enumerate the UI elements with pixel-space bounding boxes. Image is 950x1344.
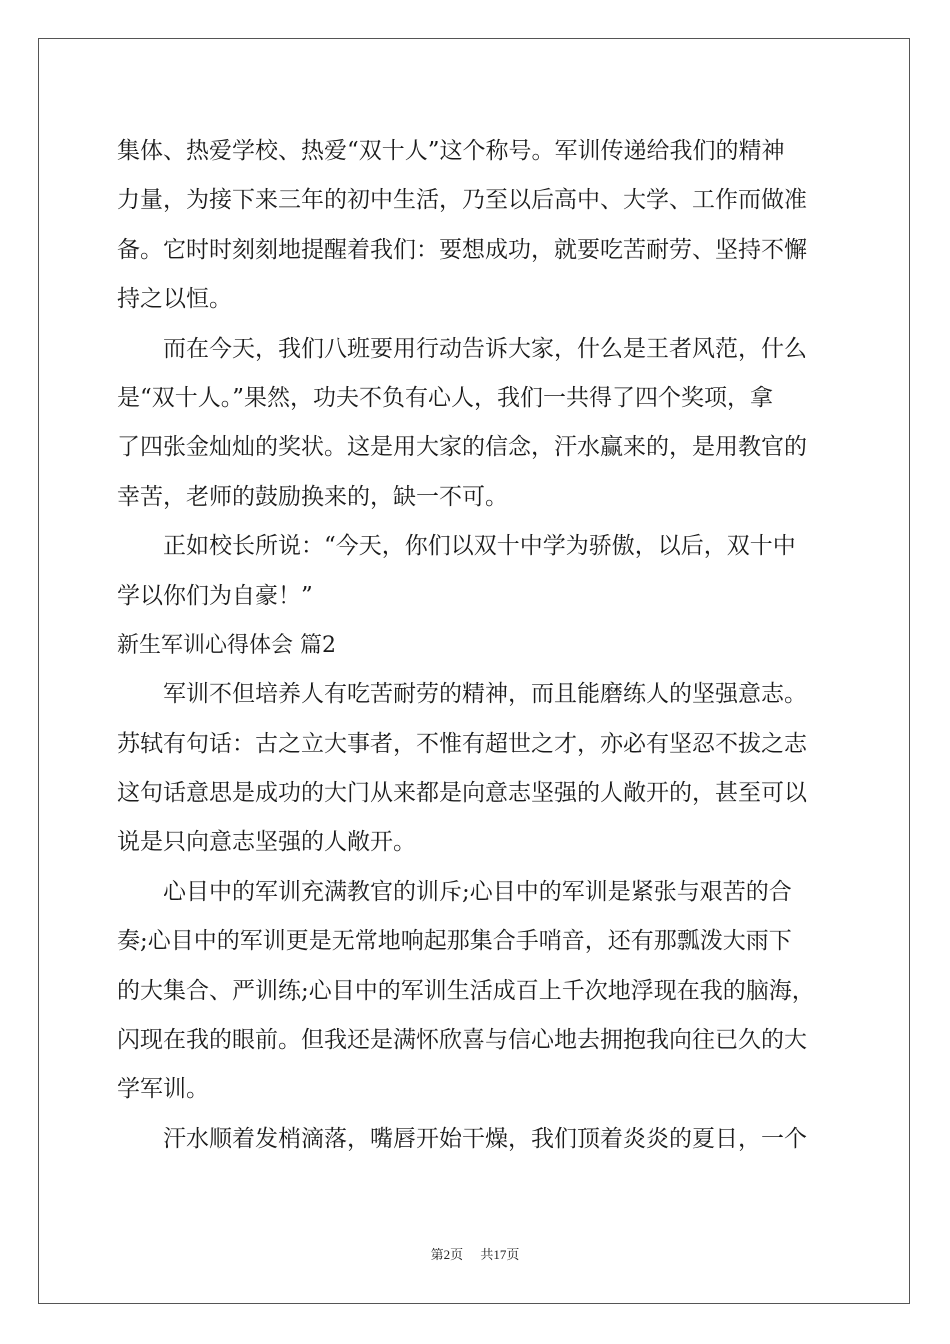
text-line: 学以你们为自豪！” xyxy=(117,582,313,609)
document-body xyxy=(117,127,837,1164)
text-line: 了四张金灿灿的奖状。这是用大家的信念，汗水赢来的，是用教官的 xyxy=(117,434,807,461)
text-line: 正如校长所说：“今天，你们以双十中学为骄傲，以后，双十中 xyxy=(163,533,796,560)
text-line: 心目中的军训充满教官的训斥;心目中的军训是紧张与艰苦的合 xyxy=(163,878,792,905)
page-total: 共17页 xyxy=(480,1247,520,1262)
section-heading: 新生军训心得体会 篇2 xyxy=(117,632,336,658)
text-line: 闪现在我的眼前。但我还是满怀欣喜与信心地去拥抱我向往已久的大 xyxy=(117,1027,807,1054)
text-line: 是“双十人。”果然，功夫不负有心人，我们一共得了四个奖项，拿 xyxy=(117,384,774,411)
text-line: 奏;心目中的军训更是无常地响起那集合手哨音，还有那瓢泼大雨下 xyxy=(117,928,792,955)
text-line: 说是只向意志坚强的人敞开。 xyxy=(117,829,416,856)
text-line: 这句话意思是成功的大门从来都是向意志坚强的人敞开的，甚至可以 xyxy=(117,780,807,807)
text-line: 苏轼有句话：古之立大事者，不惟有超世之才，亦必有坚忍不拔之志 xyxy=(117,730,807,757)
text-line: 学军训。 xyxy=(117,1076,209,1103)
text-line: 备。它时时刻刻地提醒着我们：要想成功，就要吃苦耐劳、坚持不懈 xyxy=(117,236,807,263)
text-line: 军训不但培养人有吃苦耐劳的精神，而且能磨练人的坚强意志。 xyxy=(163,681,807,708)
page-footer xyxy=(0,1244,950,1263)
text-line: 而在今天，我们八班要用行动告诉大家，什么是王者风范，什么 xyxy=(163,335,807,362)
text-line: 的大集合、严训练;心目中的军训生活成百上千次地浮现在我的脑海， xyxy=(117,977,815,1004)
text-line: 汗水顺着发梢滴落，嘴唇开始干燥，我们顶着炎炎的夏日，一个 xyxy=(163,1125,807,1152)
text-line: 力量，为接下来三年的初中生活，乃至以后高中、大学、工作而做准 xyxy=(117,187,807,214)
text-line: 集体、热爱学校、热爱“双十人”这个称号。军训传递给我们的精神 xyxy=(117,138,785,164)
text-line: 幸苦，老师的鼓励换来的，缺一不可。 xyxy=(117,483,508,510)
page-number: 第2页 xyxy=(430,1247,464,1262)
text-line: 持之以恒。 xyxy=(117,286,232,313)
